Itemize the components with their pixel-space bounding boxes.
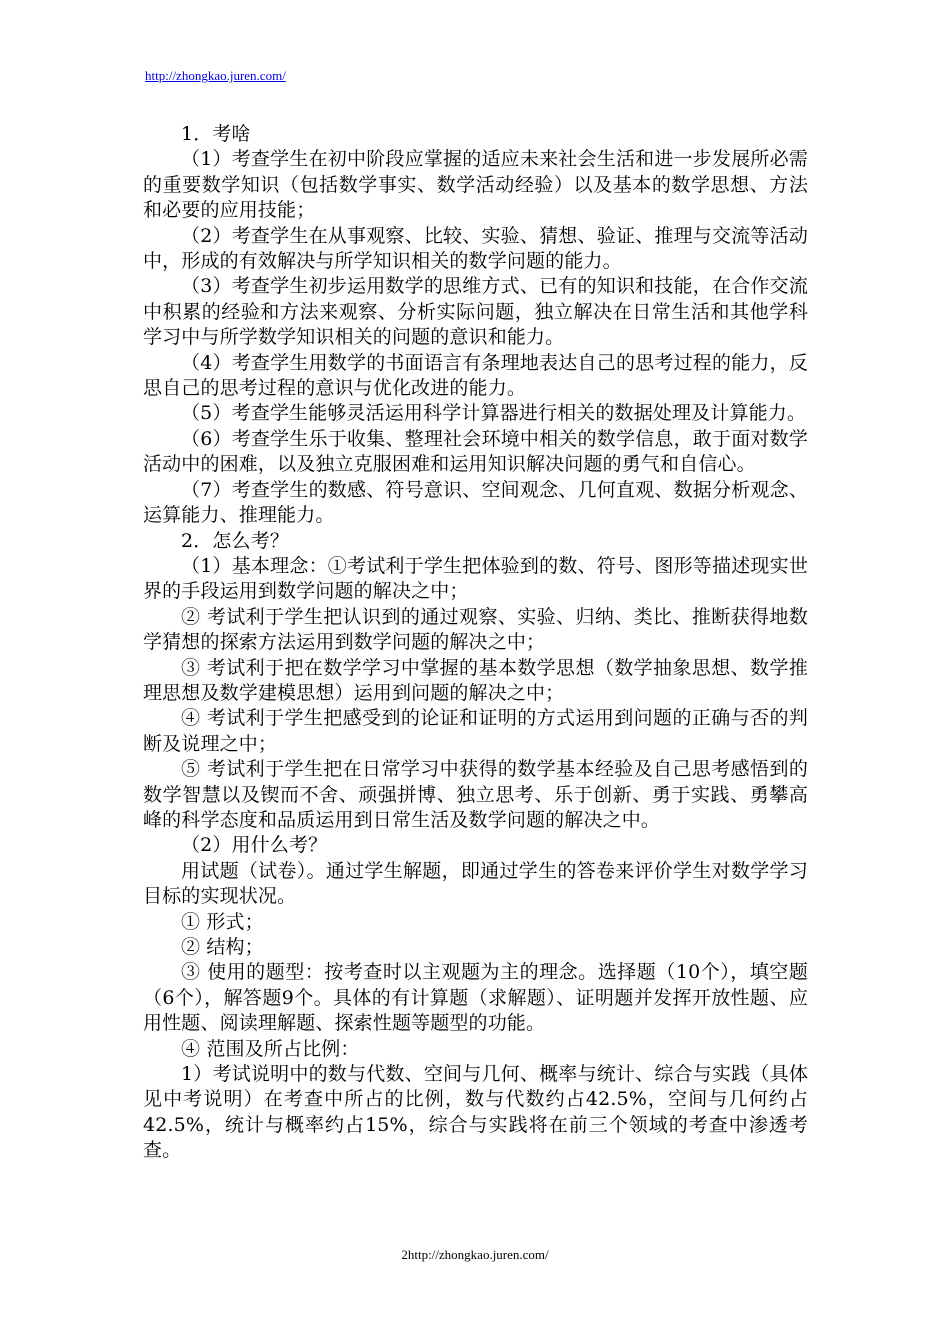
section-heading-1: 1．考啥 bbox=[181, 123, 251, 145]
paragraph-item-4: ④ 考试利于学生把感受到的论证和证明的方式运用到问题的正确与否的判断及说理之中； bbox=[143, 707, 808, 755]
page-footer: 2http://zhongkao.juren.com/ bbox=[401, 1247, 549, 1262]
paragraph-item-5: ⑤ 考试利于学生把在日常学习中获得的数学基本经验及自己思考感悟到的数学智慧以及锲而不舍、顽强拼博、独立思考、乐于创新、勇于实践、勇攀高峰的科学态度和品质运用到日常生活及数学问题的解决之中。 bbox=[143, 758, 808, 831]
paragraph-form: ① 形式； bbox=[181, 910, 264, 933]
subheading-what-to-use: （2）用什么考？ bbox=[181, 834, 328, 857]
paragraph-6: （6）考查学生乐于收集、整理社会环境中相关的数学信息，敢于面对数学活动中的困难，以及独立克服困难和运用知识解决问题的勇气和自信心。 bbox=[143, 427, 808, 476]
paragraph-basic-concept: （1）基本理念：①考试利于学生把体验到的数、符号、图形等描述现实世界的手段运用到数学问题的解决之中； bbox=[143, 554, 808, 603]
paragraph-question-types: ③ 使用的题型：按考查时以主观题为主的理念。选择题（10个），填空题（6个），解答题9个。具体的有计算题（求解题）、证明题并发挥开放性题、应用性题、阅读理解题、探索性题等题型的功能。 bbox=[143, 961, 808, 1035]
paragraph-5: （5）考查学生能够灵活运用科学计算器进行相关的数据处理及计算能力。 bbox=[181, 402, 807, 425]
paragraph-item-3: ③ 考试利于把在数学学习中掌握的基本数学思想（数学抽象思想、数学推理思想及数学建模思想）运用到问题的解决之中； bbox=[143, 656, 808, 704]
document-body bbox=[143, 122, 808, 1164]
paragraph-test-papers: 用试题（试卷）。通过学生解题，即通过学生的答卷来评价学生对数学学习目标的实现状况。 bbox=[143, 859, 808, 908]
paragraph-proportions: 1）考试说明中的数与代数、空间与几何、概率与统计、综合与实践（具体见中考说明）在考查中所占的比例，数与代数约占42.5%，空间与几何约占42.5%，统计与概率约占15%，综合与实践将在前三个领域的考查中渗透考查。 bbox=[143, 1063, 808, 1162]
paragraph-7: （7）考查学生的数感、符号意识、空间观念、几何直观、数据分析观念、运算能力、推理能力。 bbox=[143, 478, 808, 527]
paragraph-structure: ② 结构； bbox=[181, 936, 264, 958]
paragraph-scope: ④ 范围及所占比例： bbox=[181, 1037, 360, 1060]
paragraph-4: （4）考查学生用数学的书面语言有条理地表达自己的思考过程的能力，反思自己的思考过程的意识与优化改进的能力。 bbox=[143, 351, 808, 400]
paragraph-3: （3）考查学生初步运用数学的思维方式、已有的知识和技能，在合作交流中积累的经验和方法来观察、分析实际问题，独立解决在日常生活和其他学科学习中与所学数学知识相关的问题的意识和能力。 bbox=[143, 275, 808, 349]
paragraph-item-2: ② 考试利于学生把认识到的通过观察、实验、归纳、类比、推断获得地数学猜想的探索方法运用到数学问题的解决之中； bbox=[143, 605, 808, 654]
paragraph-2: （2）考查学生在从事观察、比较、实验、猜想、验证、推理与交流等活动中，形成的有效解决与所学知识相关的数学问题的能力。 bbox=[143, 224, 808, 273]
header-link[interactable]: http://zhongkao.juren.com/ bbox=[145, 68, 286, 83]
section-heading-2: 2．怎么考？ bbox=[181, 529, 289, 552]
paragraph-1: （1）考查学生在初中阶段应掌握的适应未来社会生活和进一步发展所必需的重要数学知识（包括数学事实、数学活动经验）以及基本的数学思想、方法和必要的应用技能； bbox=[143, 148, 808, 222]
